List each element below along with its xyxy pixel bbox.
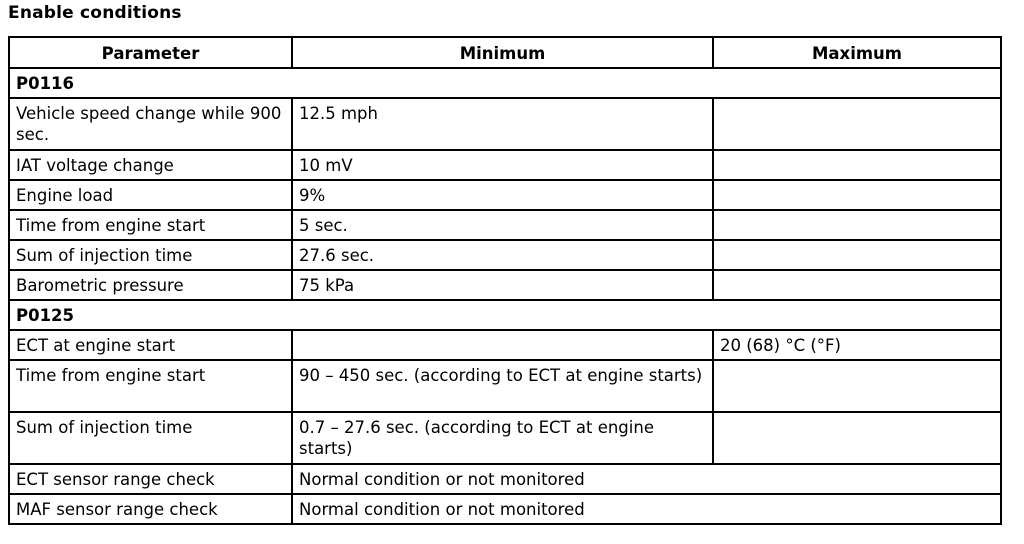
maximum-cell [713,360,1001,412]
maximum-cell [713,240,1001,270]
enable-conditions-table [8,36,1002,525]
parameter-cell: Sum of injection time [9,240,292,270]
merged-value-cell: Normal condition or not monitored [292,464,1001,494]
minimum-cell: 75 kPa [292,270,713,300]
maximum-cell [713,210,1001,240]
parameter-cell: Time from engine start [9,210,292,240]
minimum-cell: 9% [292,180,713,210]
table-row [9,98,1001,150]
parameter-cell: Time from engine start [9,360,292,412]
maximum-cell [713,412,1001,464]
minimum-cell [292,330,713,360]
maximum-cell [713,270,1001,300]
minimum-cell: 0.7 – 27.6 sec. (according to ECT at engine starts) [292,412,713,464]
section-code: P0125 [9,300,1001,330]
maximum-cell [713,98,1001,150]
parameter-cell: ECT at engine start [9,330,292,360]
parameter-cell: Engine load [9,180,292,210]
header-row [9,37,1001,68]
section-row [9,68,1001,98]
minimum-cell: 27.6 sec. [292,240,713,270]
minimum-cell: 10 mV [292,150,713,180]
maximum-cell [713,150,1001,180]
table-row [9,210,1001,240]
parameter-cell: MAF sensor range check [9,494,292,524]
column-header-maximum: Maximum [713,37,1001,68]
page-title: Enable conditions [8,3,182,23]
section-row [9,300,1001,330]
table-row [9,494,1001,524]
column-header-parameter: Parameter [9,37,292,68]
table-row [9,240,1001,270]
table-row [9,360,1001,412]
table-row [9,412,1001,464]
maximum-cell: 20 (68) °C (°F) [713,330,1001,360]
table-row [9,330,1001,360]
section-code: P0116 [9,68,1001,98]
merged-value-cell: Normal condition or not monitored [292,494,1001,524]
table-row [9,270,1001,300]
table-row [9,180,1001,210]
minimum-cell: 90 – 450 sec. (according to ECT at engine starts) [292,360,713,412]
table-row [9,150,1001,180]
parameter-cell: ECT sensor range check [9,464,292,494]
parameter-cell: IAT voltage change [9,150,292,180]
parameter-cell: Vehicle speed change while 900 sec. [9,98,292,150]
minimum-cell: 12.5 mph [292,98,713,150]
parameter-cell: Barometric pressure [9,270,292,300]
maximum-cell [713,180,1001,210]
minimum-cell: 5 sec. [292,210,713,240]
column-header-minimum: Minimum [292,37,713,68]
table-row [9,464,1001,494]
parameter-cell: Sum of injection time [9,412,292,464]
